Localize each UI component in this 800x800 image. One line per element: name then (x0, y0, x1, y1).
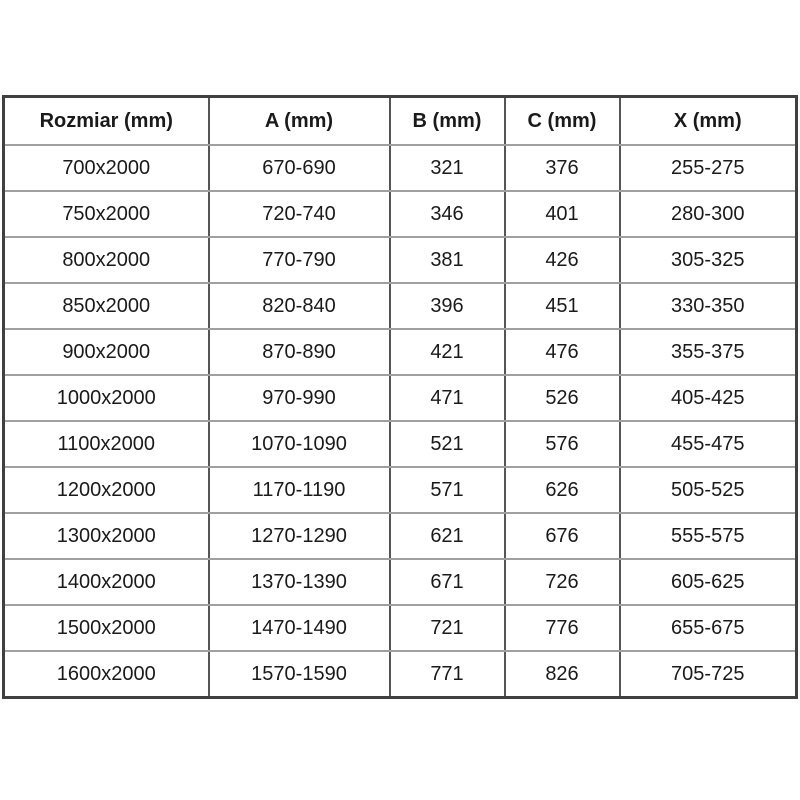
table-cell: 705-725 (620, 651, 797, 698)
table-cell: 1470-1490 (209, 605, 390, 651)
table-cell: 655-675 (620, 605, 797, 651)
table-cell: 700x2000 (4, 145, 209, 191)
table-row (4, 145, 797, 191)
table-cell: 820-840 (209, 283, 390, 329)
table-cell: 1500x2000 (4, 605, 209, 651)
table-cell: 421 (390, 329, 505, 375)
table-row (4, 467, 797, 513)
table-header-row (4, 97, 797, 146)
table-cell: 771 (390, 651, 505, 698)
table-row (4, 191, 797, 237)
table-cell: 721 (390, 605, 505, 651)
table-row (4, 329, 797, 375)
table-cell: 401 (505, 191, 620, 237)
table-cell: 900x2000 (4, 329, 209, 375)
table-cell: 800x2000 (4, 237, 209, 283)
table-cell: 1370-1390 (209, 559, 390, 605)
table-cell: 1270-1290 (209, 513, 390, 559)
column-header-c: C (mm) (505, 97, 620, 146)
table-cell: 521 (390, 421, 505, 467)
table-row (4, 421, 797, 467)
table-cell: 426 (505, 237, 620, 283)
table-cell: 1100x2000 (4, 421, 209, 467)
table-cell: 870-890 (209, 329, 390, 375)
table-cell: 750x2000 (4, 191, 209, 237)
table-cell: 970-990 (209, 375, 390, 421)
table-cell: 451 (505, 283, 620, 329)
table-cell: 376 (505, 145, 620, 191)
table-cell: 1070-1090 (209, 421, 390, 467)
table-cell: 770-790 (209, 237, 390, 283)
table-cell: 826 (505, 651, 620, 698)
table-row (4, 283, 797, 329)
table-cell: 720-740 (209, 191, 390, 237)
table-cell: 526 (505, 375, 620, 421)
table-cell: 1300x2000 (4, 513, 209, 559)
table-cell: 305-325 (620, 237, 797, 283)
table-cell: 1170-1190 (209, 467, 390, 513)
table-row (4, 559, 797, 605)
table-cell: 726 (505, 559, 620, 605)
table-cell: 255-275 (620, 145, 797, 191)
table-cell: 280-300 (620, 191, 797, 237)
table-header (4, 97, 797, 146)
table-cell: 670-690 (209, 145, 390, 191)
table-cell: 776 (505, 605, 620, 651)
table-cell: 476 (505, 329, 620, 375)
table-row (4, 513, 797, 559)
table-cell: 1200x2000 (4, 467, 209, 513)
table-cell: 555-575 (620, 513, 797, 559)
table-cell: 405-425 (620, 375, 797, 421)
table-cell: 1000x2000 (4, 375, 209, 421)
table-row (4, 605, 797, 651)
dimension-spec-table (2, 95, 798, 699)
table-cell: 605-625 (620, 559, 797, 605)
table-cell: 396 (390, 283, 505, 329)
table-cell: 1400x2000 (4, 559, 209, 605)
table-cell: 381 (390, 237, 505, 283)
table-cell: 455-475 (620, 421, 797, 467)
table-cell: 1570-1590 (209, 651, 390, 698)
table-row (4, 237, 797, 283)
table-row (4, 375, 797, 421)
table-cell: 621 (390, 513, 505, 559)
table-cell: 505-525 (620, 467, 797, 513)
column-header-rozmiar: Rozmiar (mm) (4, 97, 209, 146)
table-cell: 571 (390, 467, 505, 513)
table-cell: 355-375 (620, 329, 797, 375)
column-header-x: X (mm) (620, 97, 797, 146)
column-header-b: B (mm) (390, 97, 505, 146)
table-row (4, 651, 797, 698)
column-header-a: A (mm) (209, 97, 390, 146)
table-body (4, 145, 797, 698)
table-cell: 576 (505, 421, 620, 467)
table-cell: 346 (390, 191, 505, 237)
table-cell: 1600x2000 (4, 651, 209, 698)
table-cell: 850x2000 (4, 283, 209, 329)
table-cell: 330-350 (620, 283, 797, 329)
table-cell: 626 (505, 467, 620, 513)
table-cell: 671 (390, 559, 505, 605)
table-cell: 321 (390, 145, 505, 191)
table-cell: 471 (390, 375, 505, 421)
table-cell: 676 (505, 513, 620, 559)
